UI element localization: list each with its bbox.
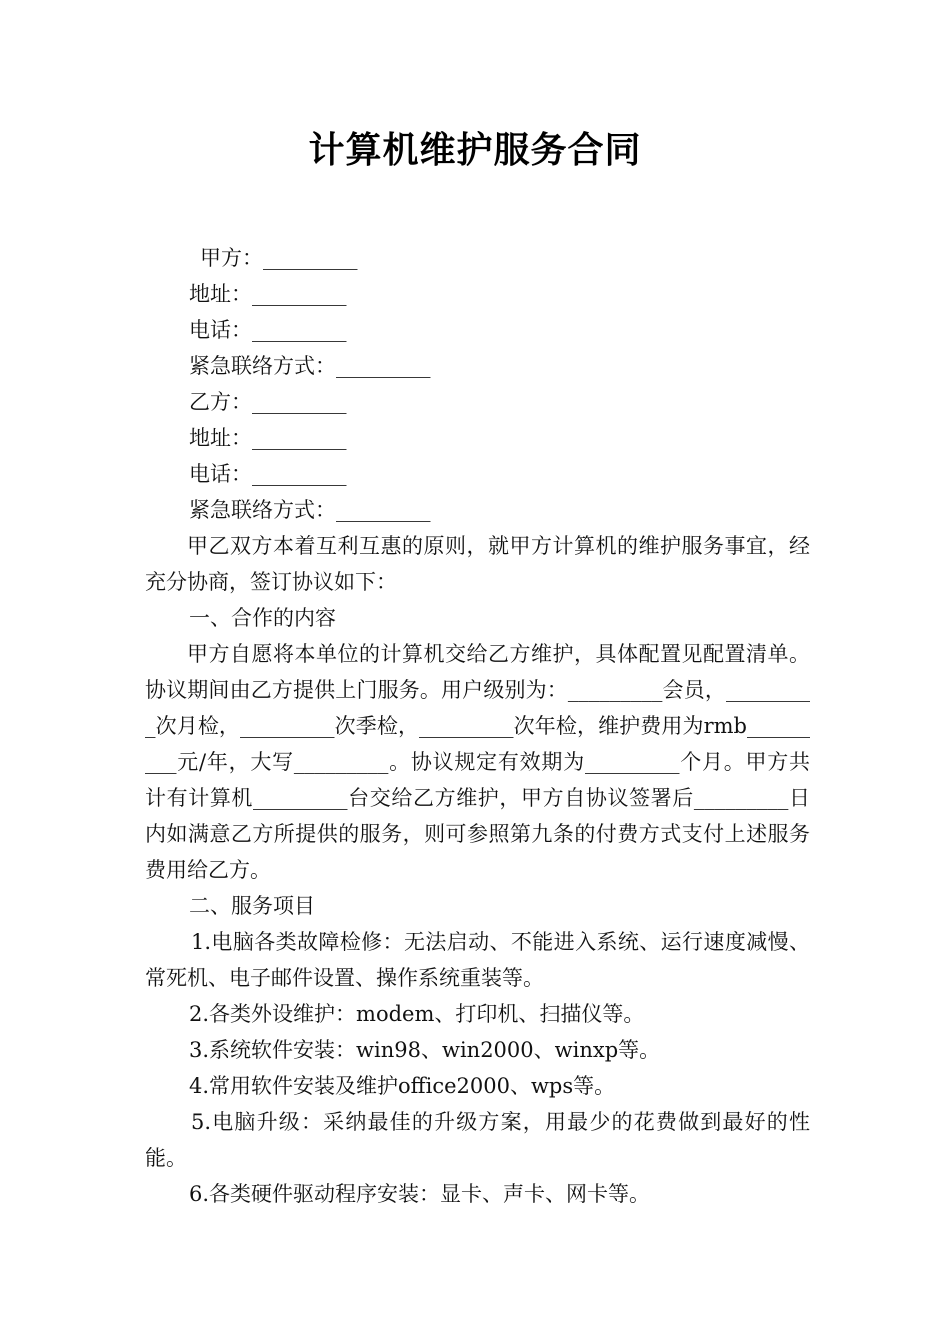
intro-paragraph: 甲乙双方本着互利互惠的原则，就甲方计算机的维护服务事宜，经充分协商，签订协议如下： xyxy=(145,534,810,594)
section-1-paragraph: 甲方自愿将本单位的计算机交给乙方维护，具体配置见配置清单。协议期间由乙方提供上门服务。用户级别为：_________会员，_________次月检，_________次季检，_________次年检，维护费用为rmb_________元/年，大写_________。协议规定有效期为_________个月。甲方共计有计算机_________台交给乙方维护，甲方自协议签署后_________日内如满意乙方所提供的服务，则可参照第九条的付费方式支付上述服务费用给乙方。 xyxy=(145,642,810,882)
section-1-heading: 一、合作的内容 xyxy=(189,606,336,630)
party-b-name-line: 乙方：_________ xyxy=(189,390,347,414)
service-item-5: 5.电脑升级：采纳最佳的升级方案，用最少的花费做到最好的性能。 xyxy=(145,1110,810,1170)
party-a-name-line: 甲方：_________ xyxy=(200,246,358,270)
service-item-2: 2.各类外设维护：modem、打印机、扫描仪等。 xyxy=(189,1002,645,1026)
document-title: 计算机维护服务合同 xyxy=(308,130,642,171)
service-item-4: 4.常用软件安装及维护office2000、wps等。 xyxy=(189,1074,616,1098)
party-a-address-line: 地址：_________ xyxy=(189,282,347,306)
party-b-phone-line: 电话：_________ xyxy=(189,462,347,486)
party-a-emergency-contact-line: 紧急联络方式：_________ xyxy=(189,354,431,378)
service-item-6: 6.各类硬件驱动程序安装：显卡、声卡、网卡等。 xyxy=(189,1182,651,1206)
party-b-emergency-contact-line: 紧急联络方式：_________ xyxy=(189,498,431,522)
section-2-heading: 二、服务项目 xyxy=(189,894,315,918)
party-a-phone-line: 电话：_________ xyxy=(189,318,347,342)
document-body xyxy=(145,240,810,1212)
service-item-3: 3.系统软件安装：win98、win2000、winxp等。 xyxy=(189,1038,661,1062)
service-item-1: 1.电脑各类故障检修：无法启动、不能进入系统、运行速度减慢、常死机、电子邮件设置、操作系统重装等。 xyxy=(145,930,810,990)
party-b-address-line: 地址：_________ xyxy=(189,426,347,450)
